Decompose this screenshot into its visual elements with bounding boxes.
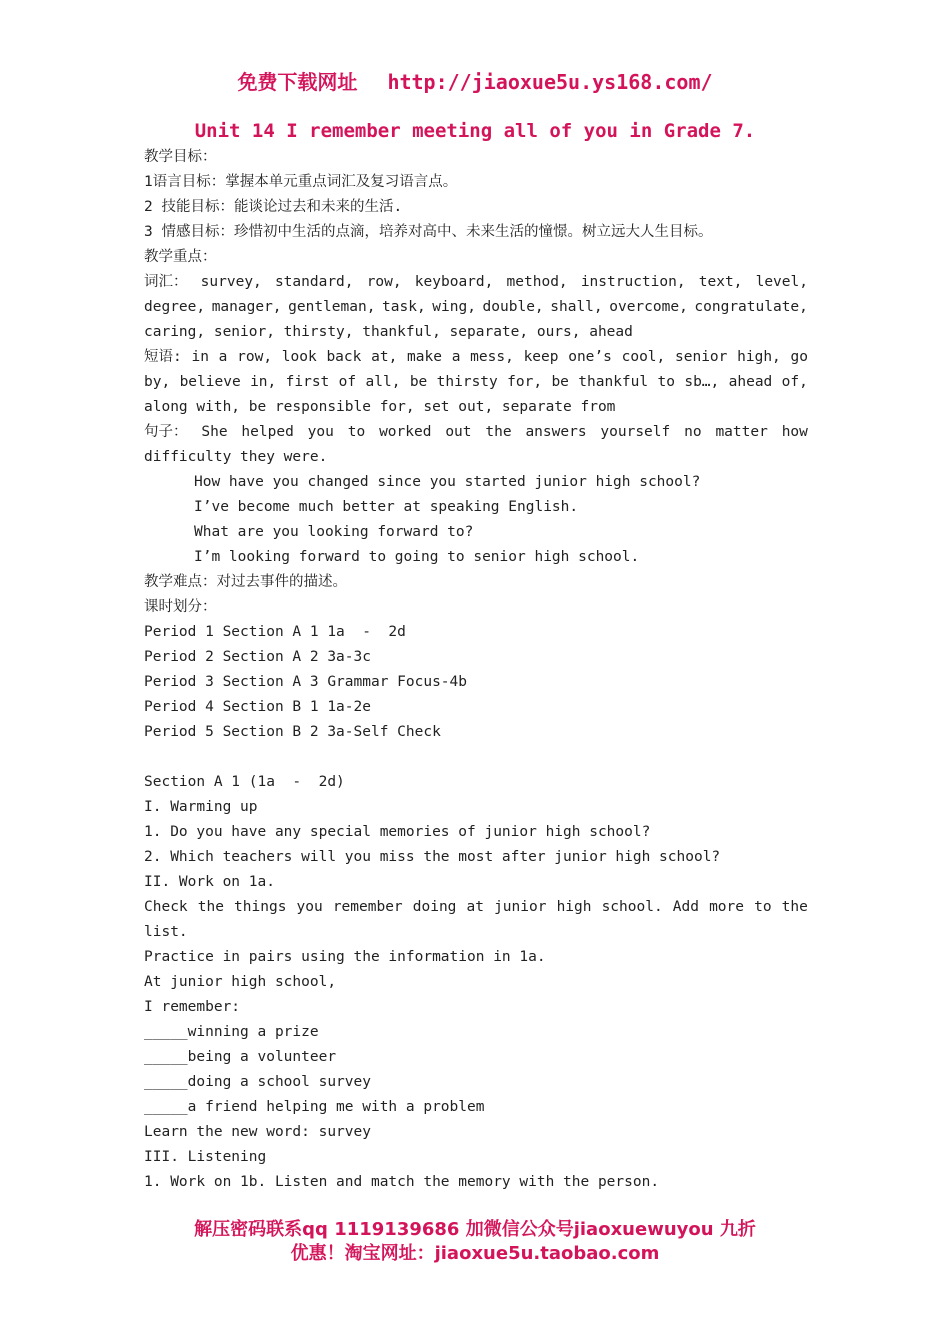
- word: school.: [601, 899, 663, 915]
- word: double,: [482, 299, 544, 315]
- phrase-line: along with, be responsible for, set out, separate from: [144, 399, 616, 415]
- objectives-heading: 教学目标：: [144, 149, 217, 165]
- banner-url-link[interactable]: http://jiaoxue5u.ys168.com/: [387, 70, 713, 94]
- word: you: [296, 899, 323, 915]
- word: matter: [715, 424, 768, 440]
- word: row,: [366, 274, 402, 290]
- objective-item: 3 情感目标：珍惜初中生活的点滴，培养对高中、未来生活的憧憬。树立远大人生目标。: [144, 224, 713, 240]
- word: high: [556, 899, 592, 915]
- word: shall,: [550, 299, 603, 315]
- word: to: [657, 374, 675, 390]
- word: how: [781, 424, 808, 440]
- word: keyboard,: [414, 274, 494, 290]
- warmup-question: 2. Which teachers will you miss the most after junior high school?: [144, 849, 721, 865]
- spacer: [144, 745, 808, 770]
- line-label: 词汇：: [144, 274, 188, 290]
- example-sentence: What are you looking forward to?: [194, 524, 474, 540]
- word: answers: [525, 424, 587, 440]
- difficulty-line: 教学难点：对过去事件的描述。: [144, 574, 347, 590]
- word: back: [326, 349, 362, 365]
- word: be: [551, 374, 569, 390]
- school-line: At junior high school,: [144, 974, 337, 990]
- word: the: [781, 899, 808, 915]
- word: gentleman,: [288, 299, 376, 315]
- document-title: Unit 14 I remember meeting all of you in Grade 7.: [194, 120, 756, 142]
- word: junior: [494, 899, 547, 915]
- word: worked: [379, 424, 432, 440]
- memory-item: _____a friend helping me with a problem: [144, 1099, 485, 1115]
- footer-line: 优惠！淘宝网址：jiaoxue5u.taobao.com: [290, 1243, 660, 1264]
- word: row,: [237, 349, 273, 365]
- remember-line: I remember:: [144, 999, 241, 1015]
- word: the: [485, 424, 512, 440]
- word: high,: [737, 349, 781, 365]
- vocab-line: [144, 295, 808, 320]
- listening-heading: III. Listening: [144, 1149, 267, 1165]
- banner-label: 免费下载网址: [237, 70, 358, 94]
- word: out: [445, 424, 472, 440]
- period-item: Period 5 Section B 2 3a-Self Check: [144, 724, 441, 740]
- word: survey,: [200, 274, 262, 290]
- word: you: [307, 424, 334, 440]
- word: no: [684, 424, 702, 440]
- word: manager,: [211, 299, 282, 315]
- warmup-heading: I. Warming up: [144, 799, 258, 815]
- word: ahead: [728, 374, 773, 390]
- word: be: [409, 374, 428, 390]
- word: by,: [144, 374, 171, 390]
- word: at: [466, 899, 484, 915]
- word: yourself: [600, 424, 671, 440]
- document-body: [144, 145, 808, 1195]
- memory-item: _____doing a school survey: [144, 1074, 371, 1090]
- word: Check: [144, 899, 188, 915]
- warmup-question: 1. Do you have any special memories of junior high school?: [144, 824, 651, 840]
- word: first: [285, 374, 330, 390]
- word: keep: [523, 349, 559, 365]
- objective-item: 1语言目标：掌握本单元重点词汇及复习语言点。: [144, 174, 458, 190]
- word: a: [218, 349, 228, 365]
- example-sentence: I’m looking forward to going to senior high school.: [194, 549, 640, 565]
- download-banner: [0, 66, 950, 95]
- word: the: [197, 899, 224, 915]
- objective-item: 2 技能目标：能谈论过去和未来的生活.: [144, 199, 403, 215]
- word: senior: [675, 349, 728, 365]
- word: of,: [781, 374, 808, 390]
- word: in,: [250, 374, 277, 390]
- word: a: [451, 349, 461, 365]
- new-word-line: Learn the new word: survey: [144, 1124, 371, 1140]
- word: sb…,: [684, 374, 720, 390]
- section-title: Section A 1 (1a - 2d): [144, 774, 345, 790]
- word: of: [338, 374, 357, 390]
- footer-notice: [0, 1218, 950, 1266]
- word: She: [201, 424, 228, 440]
- word: things: [234, 899, 287, 915]
- vocab-line: [144, 270, 808, 295]
- period-item: Period 2 Section A 2 3a-3c: [144, 649, 371, 665]
- periods-heading: 课时划分：: [144, 599, 217, 615]
- key-points-heading: 教学重点：: [144, 249, 217, 265]
- word: instruction,: [580, 274, 686, 290]
- word: in: [191, 349, 209, 365]
- word: more: [709, 899, 744, 915]
- word: wing,: [432, 299, 476, 315]
- practice-line: Practice in pairs using the information in 1a.: [144, 949, 546, 965]
- word: at,: [371, 349, 398, 365]
- example-sentence: I’ve become much better at speaking English.: [194, 499, 579, 515]
- word: standard,: [274, 274, 354, 290]
- listening-task: 1. Work on 1b. Listen and match the memory with the person.: [144, 1174, 660, 1190]
- word: one’s: [568, 349, 612, 365]
- word: thirsty: [436, 374, 498, 390]
- period-item: Period 3 Section A 3 Grammar Focus-4b: [144, 674, 468, 690]
- word: to: [347, 424, 366, 440]
- period-item: Period 1 Section A 1 1a - 2d: [144, 624, 406, 640]
- phrase-line: [144, 370, 808, 395]
- sentence-line: [144, 420, 808, 445]
- work-heading: II. Work on 1a.: [144, 874, 275, 890]
- word: for,: [507, 374, 543, 390]
- check-line: [144, 895, 808, 920]
- footer-line: 解压密码联系qq 1119139686 加微信公众号jiaoxuewuyou 九折: [194, 1219, 756, 1240]
- word: overcome,: [609, 299, 688, 315]
- word: Add: [672, 899, 699, 915]
- period-item: Period 4 Section B 1 1a-2e: [144, 699, 371, 715]
- word: go: [790, 349, 808, 365]
- word: level,: [755, 274, 808, 290]
- word: to: [754, 899, 772, 915]
- word: text,: [698, 274, 743, 290]
- word: helped: [241, 424, 294, 440]
- word: degree,: [144, 299, 206, 315]
- word: remember: [332, 899, 403, 915]
- phrase-line: [144, 345, 808, 370]
- word: method,: [506, 274, 568, 290]
- line-label: 句子：: [144, 424, 188, 440]
- word: cool,: [621, 349, 666, 365]
- word: believe: [179, 374, 241, 390]
- word: thankful: [578, 374, 649, 390]
- word: mess,: [470, 349, 514, 365]
- line-label: 短语:: [144, 349, 182, 365]
- sentence-line: difficulty they were.: [144, 449, 328, 465]
- example-sentence: How have you changed since you started junior high school?: [194, 474, 701, 490]
- check-line: list.: [144, 924, 188, 940]
- word: all,: [365, 374, 401, 390]
- vocab-line: caring, senior, thirsty, thankful, separate, ours, ahead: [144, 324, 633, 340]
- word: doing: [412, 899, 457, 915]
- word: make: [407, 349, 442, 365]
- memory-item: _____being a volunteer: [144, 1049, 337, 1065]
- memory-item: _____winning a prize: [144, 1024, 319, 1040]
- word: look: [281, 349, 317, 365]
- word: congratulate,: [694, 299, 808, 315]
- word: task,: [382, 299, 426, 315]
